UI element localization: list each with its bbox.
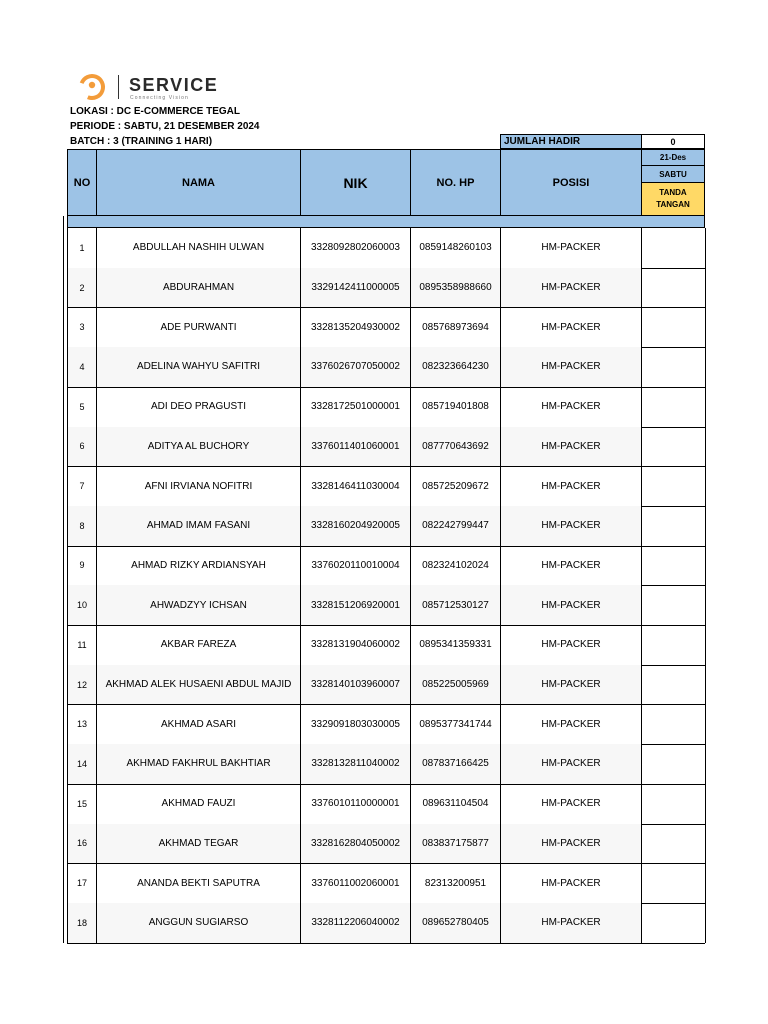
- column-divider: [705, 228, 706, 943]
- signature-cell: [641, 784, 705, 824]
- cell-no: 11: [77, 639, 87, 650]
- cell-hp: 085712530127: [410, 585, 501, 625]
- cell-no: 14: [67, 744, 97, 784]
- cell-nik: 3376020110010004: [311, 559, 400, 571]
- signature-cell: [641, 427, 705, 467]
- jumlah-hadir-label: JUMLAH HADIR: [500, 134, 642, 149]
- column-divider: [500, 228, 501, 943]
- cell-nama: AKHMAD FAUZI: [161, 798, 236, 810]
- cell-hp: 085768973694: [422, 321, 489, 333]
- column-divider: [641, 228, 642, 943]
- signature-cell: [641, 466, 705, 506]
- cell-nama: AHMAD RIZKY ARDIANSYAH: [131, 559, 266, 571]
- cell-posisi: HM-PACKER: [541, 559, 601, 571]
- cell-no: 1: [79, 242, 85, 253]
- cell-no: 10: [67, 585, 97, 625]
- col-header-nik: NIK: [300, 149, 411, 216]
- batch-text: BATCH : 3 (TRAINING 1 HARI): [70, 136, 213, 147]
- cell-no: 16: [67, 824, 97, 864]
- cell-hp: 087770643692: [410, 427, 501, 467]
- cell-nik: 3328140103960007: [300, 665, 411, 705]
- cell-no: 17: [76, 878, 87, 889]
- cell-nama: ADE PURWANTI: [160, 321, 237, 333]
- cell-no: 5: [79, 401, 85, 412]
- cell-nik: 3328135204930002: [311, 321, 400, 333]
- cell-no: 9: [79, 560, 85, 571]
- cell-hp: 085225005969: [410, 665, 501, 705]
- cell-nama: AKHMAD ALEK HUSAENI ABDUL MAJID: [96, 665, 301, 705]
- cell-nik: 3328151206920001: [300, 585, 411, 625]
- lokasi-text: LOKASI : DC E-COMMERCE TEGAL: [70, 106, 240, 117]
- column-divider: [96, 228, 97, 943]
- logo-divider: [118, 75, 119, 99]
- cell-hp: 0895358988660: [410, 268, 501, 308]
- cell-posisi: HM-PACKER: [541, 321, 601, 333]
- cell-posisi: HM-PACKER: [500, 744, 642, 784]
- cell-posisi: HM-PACKER: [500, 347, 642, 387]
- cell-posisi: HM-PACKER: [541, 877, 601, 889]
- cell-nama: ADITYA AL BUCHORY: [96, 427, 301, 467]
- cell-posisi: HM-PACKER: [541, 242, 601, 254]
- cell-nik: 3328092802060003: [311, 242, 400, 254]
- cell-nik: 3328162804050002: [300, 824, 411, 864]
- signature-cell: [641, 506, 705, 546]
- cell-hp: 083837175877: [410, 824, 501, 864]
- cell-no: 12: [67, 665, 97, 705]
- cell-nik: 3328112206040002: [300, 903, 411, 943]
- cell-posisi: HM-PACKER: [541, 639, 601, 651]
- cell-posisi: HM-PACKER: [541, 480, 601, 492]
- cell-no: 4: [67, 347, 97, 387]
- cell-nik: 3329142411000005: [300, 268, 411, 308]
- signature-cell: [641, 824, 705, 864]
- date-header: 21-Des: [641, 149, 705, 166]
- cell-no: 15: [76, 798, 87, 809]
- cell-no: 2: [67, 268, 97, 308]
- cell-hp: 085719401808: [422, 401, 489, 413]
- cell-nik: 3328146411030004: [311, 480, 400, 492]
- cell-hp: 0895377341744: [419, 718, 492, 730]
- tanda-tangan-header: [641, 182, 705, 216]
- col-header-hp: NO. HP: [410, 149, 501, 216]
- signature-cell: [641, 625, 705, 665]
- cell-nama: AHWADZYY ICHSAN: [96, 585, 301, 625]
- cell-nik: 3328132811040002: [300, 744, 411, 784]
- signature-cell: [641, 387, 705, 427]
- cell-nama: ADELINA WAHYU SAFITRI: [96, 347, 301, 387]
- cell-nik: 3328172501000001: [311, 401, 400, 413]
- header-strip: [67, 215, 705, 228]
- signature-cell: [641, 347, 705, 387]
- tanda-line: TANDA: [659, 188, 687, 197]
- column-divider: [300, 228, 301, 943]
- column-divider: [67, 228, 68, 943]
- cell-hp: 085725209672: [422, 480, 489, 492]
- signature-cell: [641, 546, 705, 586]
- cell-hp: 0859148260103: [419, 242, 492, 254]
- cell-nama: AKBAR FAREZA: [160, 639, 237, 651]
- logo-name: SERVICE: [129, 75, 219, 95]
- signature-cell: [641, 744, 705, 784]
- cell-nik: 3376011401060001: [300, 427, 411, 467]
- cell-hp: 087837166425: [410, 744, 501, 784]
- cell-no: 18: [67, 903, 97, 943]
- col-header-no: NO: [67, 149, 97, 216]
- cell-hp: 82313200951: [424, 877, 487, 889]
- cell-no: 13: [76, 719, 87, 730]
- cell-posisi: HM-PACKER: [541, 798, 601, 810]
- cell-posisi: HM-PACKER: [500, 585, 642, 625]
- cell-posisi: HM-PACKER: [541, 401, 601, 413]
- cell-nama: ABDULLAH NASHIH ULWAN: [132, 242, 265, 254]
- signature-cell: [641, 903, 705, 943]
- left-edge-line: [63, 216, 64, 943]
- cell-nik: 3376011002060001: [311, 877, 400, 889]
- cell-posisi: HM-PACKER: [500, 268, 642, 308]
- signature-cell: [641, 307, 705, 347]
- day-header: SABTU: [641, 165, 705, 183]
- service-logo-icon: [74, 72, 110, 102]
- signature-cell: [641, 228, 705, 268]
- cell-no: 7: [79, 481, 85, 492]
- signature-cell: [641, 863, 705, 903]
- cell-nama: AKHMAD ASARI: [160, 718, 237, 730]
- cell-nama: AFNI IRVIANA NOFITRI: [144, 480, 253, 492]
- cell-nama: ANANDA BEKTI SAPUTRA: [137, 877, 260, 889]
- periode-text: PERIODE : SABTU, 21 DESEMBER 2024: [70, 121, 260, 132]
- cell-nik: 3329091803030005: [311, 718, 400, 730]
- cell-posisi: HM-PACKER: [541, 718, 601, 730]
- cell-posisi: HM-PACKER: [500, 427, 642, 467]
- cell-nama: AKHMAD TEGAR: [96, 824, 301, 864]
- cell-no: 8: [67, 506, 97, 546]
- cell-hp: 082242799447: [410, 506, 501, 546]
- signature-cell: [641, 585, 705, 625]
- cell-posisi: HM-PACKER: [500, 903, 642, 943]
- jumlah-hadir-value: 0: [641, 134, 705, 149]
- cell-hp: 082323664230: [410, 347, 501, 387]
- cell-nama: AHMAD IMAM FASANI: [96, 506, 301, 546]
- cell-posisi: HM-PACKER: [500, 506, 642, 546]
- cell-nik: 3328131904060002: [311, 639, 400, 651]
- tangan-line: TANGAN: [656, 200, 690, 209]
- cell-hp: 089652780405: [410, 903, 501, 943]
- cell-nama: ANGGUN SUGIARSO: [96, 903, 301, 943]
- cell-nama: ABDURAHMAN: [96, 268, 301, 308]
- signature-cell: [641, 268, 705, 308]
- cell-posisi: HM-PACKER: [500, 665, 642, 705]
- cell-no: 6: [67, 427, 97, 467]
- cell-nama: AKHMAD FAKHRUL BAKHTIAR: [96, 744, 301, 784]
- signature-cell: [641, 704, 705, 744]
- cell-nama: ADI DEO PRAGUSTI: [150, 401, 246, 413]
- col-header-posisi: POSISI: [500, 149, 642, 216]
- cell-hp: 082324102024: [422, 559, 489, 571]
- cell-posisi: HM-PACKER: [500, 824, 642, 864]
- cell-nik: 3376010110000001: [311, 798, 400, 810]
- cell-nik: 3376026707050002: [300, 347, 411, 387]
- cell-hp: 089631104504: [422, 798, 489, 810]
- cell-nik: 3328160204920005: [300, 506, 411, 546]
- cell-no: 3: [79, 322, 85, 333]
- row-divider: [67, 943, 705, 944]
- cell-hp: 0895341359331: [419, 639, 492, 651]
- col-header-nama: NAMA: [96, 149, 301, 216]
- logo-tagline: Connecting Vision: [130, 95, 189, 101]
- signature-cell: [641, 665, 705, 705]
- column-divider: [410, 228, 411, 943]
